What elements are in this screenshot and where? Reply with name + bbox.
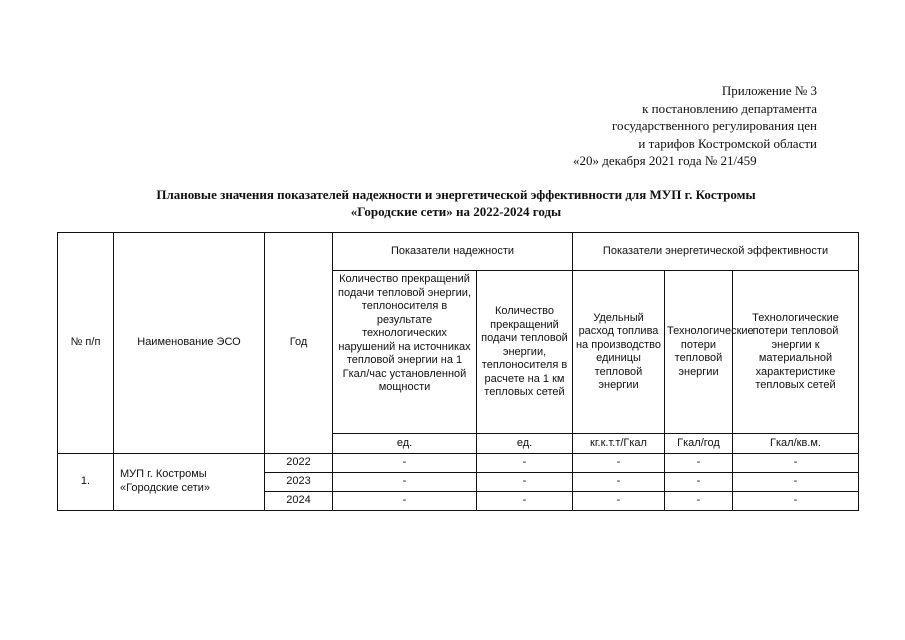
value-cell: - (665, 472, 733, 491)
unit-indicator-5: Гкал/кв.м. (733, 434, 859, 453)
value-cell: - (733, 453, 859, 472)
header-reliability-group: Показатели надежности (333, 233, 573, 271)
document-title (60, 186, 852, 220)
value-cell: - (665, 491, 733, 510)
value-cell: - (477, 472, 573, 491)
row-year: 2024 (265, 491, 333, 510)
table-row (58, 453, 859, 472)
header-number: № п/п (58, 233, 114, 454)
value-cell: - (733, 491, 859, 510)
appendix-department: государственного регулирования цен (612, 118, 817, 134)
value-cell: - (477, 453, 573, 472)
value-cell: - (733, 472, 859, 491)
row-year: 2023 (265, 472, 333, 491)
unit-indicator-1: ед. (333, 434, 477, 453)
header-indicator-1: Количество прекращений подачи тепловой энергии, теплоносителя в результате технологических нарушений на источниках тепловой энергии на 1 Гкал/час установленной мощности (333, 271, 477, 434)
header-row-groups (58, 233, 859, 271)
indicators-table (57, 232, 859, 511)
header-indicator-3: Удельный расход топлива на производство единицы тепловой энергии (573, 271, 665, 434)
appendix-date: «20» декабря 2021 года № 21/459 (573, 153, 757, 169)
value-cell: - (477, 491, 573, 510)
value-cell: - (573, 491, 665, 510)
value-cell: - (665, 453, 733, 472)
document-title-line-1: Плановые значения показателей надежности и энергетической эффективности для МУП г. Костромы (156, 187, 756, 202)
appendix-header (517, 82, 817, 170)
appendix-reference: к постановлению департамента (642, 100, 817, 116)
row-year: 2022 (265, 453, 333, 472)
value-cell: - (333, 491, 477, 510)
header-year: Год (265, 233, 333, 454)
appendix-number: Приложение № 3 (721, 83, 817, 98)
value-cell: - (333, 453, 477, 472)
header-indicator-4: Технологические потери тепловой энергии (665, 271, 733, 434)
header-efficiency-group: Показатели энергетической эффективности (573, 233, 859, 271)
document-title-line-2: «Городские сети» на 2022-2024 годы (350, 204, 562, 219)
org-name: МУП г. Костромы «Городские сети» (114, 453, 265, 510)
header-org-name: Наименование ЭСО (114, 233, 265, 454)
header-indicator-2: Количество прекращений подачи тепловой энергии, теплоносителя в расчете на 1 км тепловых сетей (477, 271, 573, 434)
org-number: 1. (58, 453, 114, 510)
header-indicator-5: Технологические потери тепловой энергии к материальной характеристике тепловых сетей (733, 271, 859, 434)
value-cell: - (573, 472, 665, 491)
value-cell: - (573, 453, 665, 472)
appendix-region: и тарифов Костромской области (638, 135, 817, 151)
unit-indicator-3: кг.к.т.т/Гкал (573, 434, 665, 453)
unit-indicator-2: ед. (477, 434, 573, 453)
value-cell: - (333, 472, 477, 491)
unit-indicator-4: Гкал/год (665, 434, 733, 453)
